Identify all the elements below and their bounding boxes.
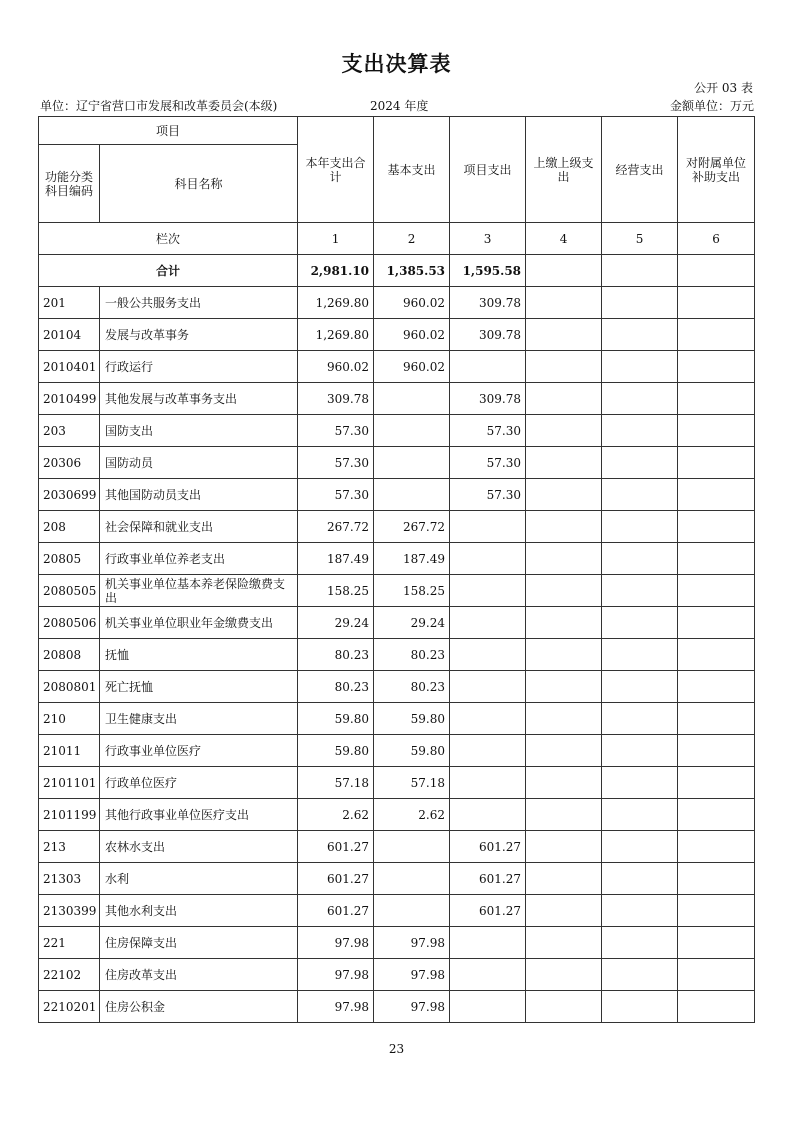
- row-upper: [526, 991, 602, 1023]
- row-subject-name: 机关事业单位基本养老保险缴费支出: [100, 575, 298, 607]
- table-row: [39, 703, 755, 735]
- row-upper: [526, 479, 602, 511]
- row-total: 960.02: [298, 351, 374, 383]
- row-basic: 960.02: [374, 351, 450, 383]
- row-project: 309.78: [450, 287, 526, 319]
- row-total: 309.78: [298, 383, 374, 415]
- row-basic: 80.23: [374, 639, 450, 671]
- row-total: 59.80: [298, 703, 374, 735]
- row-upper: [526, 895, 602, 927]
- row-subsidy: [678, 863, 755, 895]
- row-business: [602, 607, 678, 639]
- row-project: [450, 735, 526, 767]
- row-subject-name: 行政事业单位医疗: [100, 735, 298, 767]
- row-subsidy: [678, 447, 755, 479]
- row-upper: [526, 671, 602, 703]
- row-upper: [526, 767, 602, 799]
- table-row: [39, 511, 755, 543]
- row-code: 2210201: [39, 991, 100, 1023]
- row-business: [602, 511, 678, 543]
- row-subject-name: 卫生健康支出: [100, 703, 298, 735]
- row-basic: [374, 863, 450, 895]
- row-subsidy: [678, 703, 755, 735]
- row-project: [450, 767, 526, 799]
- table-row: [39, 863, 755, 895]
- row-code: 21303: [39, 863, 100, 895]
- row-total: 57.18: [298, 767, 374, 799]
- page-number: 23: [388, 1042, 405, 1056]
- column-index: 2: [374, 223, 450, 255]
- table-row: [39, 351, 755, 383]
- row-basic: [374, 479, 450, 511]
- table-row: [39, 927, 755, 959]
- column-index: 4: [526, 223, 602, 255]
- row-business: [602, 831, 678, 863]
- row-subject-name: 一般公共服务支出: [100, 287, 298, 319]
- row-upper: [526, 287, 602, 319]
- table-row: [39, 543, 755, 575]
- table-row: [39, 799, 755, 831]
- total-project: 1,595.58: [450, 255, 526, 287]
- row-project: [450, 703, 526, 735]
- table-row: [39, 447, 755, 479]
- amount-unit: 金额单位：万元: [669, 99, 754, 113]
- row-basic: 97.98: [374, 991, 450, 1023]
- row-subsidy: [678, 767, 755, 799]
- reporting-unit: 单位：辽宁省营口市发展和改革委员会(本级): [40, 99, 278, 113]
- row-subsidy: [678, 575, 755, 607]
- row-subsidy: [678, 799, 755, 831]
- row-upper: [526, 543, 602, 575]
- row-subject-name: 国防动员: [100, 447, 298, 479]
- row-code: 203: [39, 415, 100, 447]
- row-basic: 97.98: [374, 927, 450, 959]
- row-total: 57.30: [298, 479, 374, 511]
- header-func-code: 功能分类科目编码: [39, 145, 100, 223]
- row-subject-name: 机关事业单位职业年金缴费支出: [100, 607, 298, 639]
- table-row: [39, 383, 755, 415]
- row-code: 20805: [39, 543, 100, 575]
- row-business: [602, 543, 678, 575]
- row-subsidy: [678, 383, 755, 415]
- row-upper: [526, 959, 602, 991]
- table-row: [39, 671, 755, 703]
- total-row: [39, 255, 755, 287]
- row-upper: [526, 927, 602, 959]
- row-subsidy: [678, 991, 755, 1023]
- header-subsidy: 对附属单位补助支出: [678, 117, 755, 223]
- row-code: 20306: [39, 447, 100, 479]
- row-total: 158.25: [298, 575, 374, 607]
- row-subject-name: 水利: [100, 863, 298, 895]
- row-total: 1,269.80: [298, 287, 374, 319]
- row-project: 601.27: [450, 863, 526, 895]
- row-basic: [374, 831, 450, 863]
- row-project: [450, 991, 526, 1023]
- row-business: [602, 767, 678, 799]
- row-project: 57.30: [450, 479, 526, 511]
- row-upper: [526, 415, 602, 447]
- page-title: 支出决算表: [341, 52, 452, 76]
- row-business: [602, 735, 678, 767]
- form-number: 公开 03 表: [694, 81, 753, 95]
- row-subsidy: [678, 831, 755, 863]
- row-business: [602, 383, 678, 415]
- row-project: 309.78: [450, 383, 526, 415]
- row-subsidy: [678, 479, 755, 511]
- row-project: [450, 639, 526, 671]
- row-basic: 57.18: [374, 767, 450, 799]
- header-basic: 基本支出: [374, 117, 450, 223]
- row-basic: 2.62: [374, 799, 450, 831]
- row-upper: [526, 863, 602, 895]
- row-project: [450, 511, 526, 543]
- table-row: [39, 895, 755, 927]
- row-business: [602, 991, 678, 1023]
- row-subsidy: [678, 895, 755, 927]
- total-amount: 2,981.10: [298, 255, 374, 287]
- row-total: 29.24: [298, 607, 374, 639]
- row-upper: [526, 607, 602, 639]
- row-code: 20104: [39, 319, 100, 351]
- row-project: 57.30: [450, 415, 526, 447]
- row-business: [602, 639, 678, 671]
- header-project: 项目: [39, 117, 298, 145]
- row-business: [602, 671, 678, 703]
- row-total: 601.27: [298, 895, 374, 927]
- row-code: 2010499: [39, 383, 100, 415]
- row-subject-name: 抚恤: [100, 639, 298, 671]
- row-project: 601.27: [450, 831, 526, 863]
- row-basic: 29.24: [374, 607, 450, 639]
- row-code: 201: [39, 287, 100, 319]
- row-upper: [526, 703, 602, 735]
- row-subject-name: 住房公积金: [100, 991, 298, 1023]
- row-business: [602, 895, 678, 927]
- row-total: 80.23: [298, 671, 374, 703]
- row-upper: [526, 831, 602, 863]
- row-business: [602, 447, 678, 479]
- row-subsidy: [678, 287, 755, 319]
- row-subsidy: [678, 639, 755, 671]
- header-project-expenditure: 项目支出: [450, 117, 526, 223]
- row-basic: [374, 383, 450, 415]
- table-row: [39, 735, 755, 767]
- table-row: [39, 575, 755, 607]
- row-subsidy: [678, 351, 755, 383]
- row-code: 21011: [39, 735, 100, 767]
- row-subject-name: 社会保障和就业支出: [100, 511, 298, 543]
- row-code: 20808: [39, 639, 100, 671]
- row-project: [450, 927, 526, 959]
- row-total: 267.72: [298, 511, 374, 543]
- row-total: 80.23: [298, 639, 374, 671]
- table-meta: [40, 97, 754, 113]
- row-code: 2101199: [39, 799, 100, 831]
- row-total: 57.30: [298, 447, 374, 479]
- row-code: 2080505: [39, 575, 100, 607]
- row-code: 2010401: [39, 351, 100, 383]
- row-project: 309.78: [450, 319, 526, 351]
- row-business: [602, 351, 678, 383]
- total-label: 合计: [39, 255, 298, 287]
- row-code: 2101101: [39, 767, 100, 799]
- column-index: 3: [450, 223, 526, 255]
- row-total: 57.30: [298, 415, 374, 447]
- row-subject-name: 农林水支出: [100, 831, 298, 863]
- row-basic: 267.72: [374, 511, 450, 543]
- row-subject-name: 其他行政事业单位医疗支出: [100, 799, 298, 831]
- table-row: [39, 959, 755, 991]
- row-basic: [374, 415, 450, 447]
- row-upper: [526, 351, 602, 383]
- row-upper: [526, 735, 602, 767]
- column-index: 6: [678, 223, 755, 255]
- row-upper: [526, 575, 602, 607]
- row-upper: [526, 799, 602, 831]
- row-business: [602, 799, 678, 831]
- row-business: [602, 319, 678, 351]
- row-total: 187.49: [298, 543, 374, 575]
- row-subject-name: 其他发展与改革事务支出: [100, 383, 298, 415]
- row-project: [450, 959, 526, 991]
- row-total: 97.98: [298, 927, 374, 959]
- row-upper: [526, 383, 602, 415]
- row-basic: [374, 447, 450, 479]
- row-code: 208: [39, 511, 100, 543]
- row-subject-name: 住房改革支出: [100, 959, 298, 991]
- header-total: 本年支出合计: [298, 117, 374, 223]
- row-subsidy: [678, 927, 755, 959]
- row-subsidy: [678, 959, 755, 991]
- row-code: 2130399: [39, 895, 100, 927]
- row-subject-name: 国防支出: [100, 415, 298, 447]
- table-row: [39, 639, 755, 671]
- row-subsidy: [678, 415, 755, 447]
- row-basic: 59.80: [374, 703, 450, 735]
- row-code: 2030699: [39, 479, 100, 511]
- row-subsidy: [678, 511, 755, 543]
- row-subsidy: [678, 319, 755, 351]
- row-subject-name: 行政运行: [100, 351, 298, 383]
- column-index: 1: [298, 223, 374, 255]
- row-code: 22102: [39, 959, 100, 991]
- row-basic: 158.25: [374, 575, 450, 607]
- row-total: 97.98: [298, 959, 374, 991]
- table-row: [39, 415, 755, 447]
- row-business: [602, 703, 678, 735]
- row-subsidy: [678, 735, 755, 767]
- row-basic: 80.23: [374, 671, 450, 703]
- row-subject-name: 发展与改革事务: [100, 319, 298, 351]
- row-basic: 97.98: [374, 959, 450, 991]
- row-project: [450, 351, 526, 383]
- row-subject-name: 其他水利支出: [100, 895, 298, 927]
- row-business: [602, 287, 678, 319]
- row-subsidy: [678, 671, 755, 703]
- expenditure-table: [38, 116, 755, 1023]
- row-total: 97.98: [298, 991, 374, 1023]
- row-basic: 59.80: [374, 735, 450, 767]
- total-basic: 1,385.53: [374, 255, 450, 287]
- table-row: [39, 319, 755, 351]
- row-project: [450, 799, 526, 831]
- row-project: 601.27: [450, 895, 526, 927]
- row-code: 2080506: [39, 607, 100, 639]
- table-row: [39, 287, 755, 319]
- header-subject-name: 科目名称: [100, 145, 298, 223]
- row-project: [450, 671, 526, 703]
- row-upper: [526, 511, 602, 543]
- row-code: 2080801: [39, 671, 100, 703]
- row-basic: 960.02: [374, 319, 450, 351]
- row-total: 59.80: [298, 735, 374, 767]
- row-business: [602, 575, 678, 607]
- table-row: [39, 991, 755, 1023]
- total-business: [602, 255, 678, 287]
- row-code: 210: [39, 703, 100, 735]
- header-business: 经营支出: [602, 117, 678, 223]
- row-upper: [526, 319, 602, 351]
- row-code: 213: [39, 831, 100, 863]
- row-project: [450, 543, 526, 575]
- row-total: 1,269.80: [298, 319, 374, 351]
- row-subject-name: 行政单位医疗: [100, 767, 298, 799]
- row-subject-name: 住房保障支出: [100, 927, 298, 959]
- row-project: 57.30: [450, 447, 526, 479]
- row-subsidy: [678, 607, 755, 639]
- header-upper: 上缴上级支出: [526, 117, 602, 223]
- row-business: [602, 863, 678, 895]
- row-project: [450, 575, 526, 607]
- row-subject-name: 其他国防动员支出: [100, 479, 298, 511]
- row-total: 601.27: [298, 863, 374, 895]
- row-business: [602, 927, 678, 959]
- row-code: 221: [39, 927, 100, 959]
- total-subsidy: [678, 255, 755, 287]
- row-total: 2.62: [298, 799, 374, 831]
- row-subject-name: 死亡抚恤: [100, 671, 298, 703]
- fiscal-year: 2024 年度: [370, 99, 429, 113]
- total-upper: [526, 255, 602, 287]
- table-row: [39, 767, 755, 799]
- table-row: [39, 479, 755, 511]
- row-subject-name: 行政事业单位养老支出: [100, 543, 298, 575]
- row-basic: [374, 895, 450, 927]
- row-project: [450, 607, 526, 639]
- row-business: [602, 479, 678, 511]
- row-business: [602, 415, 678, 447]
- table-row: [39, 831, 755, 863]
- column-index: 5: [602, 223, 678, 255]
- row-total: 601.27: [298, 831, 374, 863]
- row-basic: 187.49: [374, 543, 450, 575]
- row-business: [602, 959, 678, 991]
- row-upper: [526, 447, 602, 479]
- row-subsidy: [678, 543, 755, 575]
- row-upper: [526, 639, 602, 671]
- row-basic: 960.02: [374, 287, 450, 319]
- column-index-label: 栏次: [39, 223, 298, 255]
- table-row: [39, 607, 755, 639]
